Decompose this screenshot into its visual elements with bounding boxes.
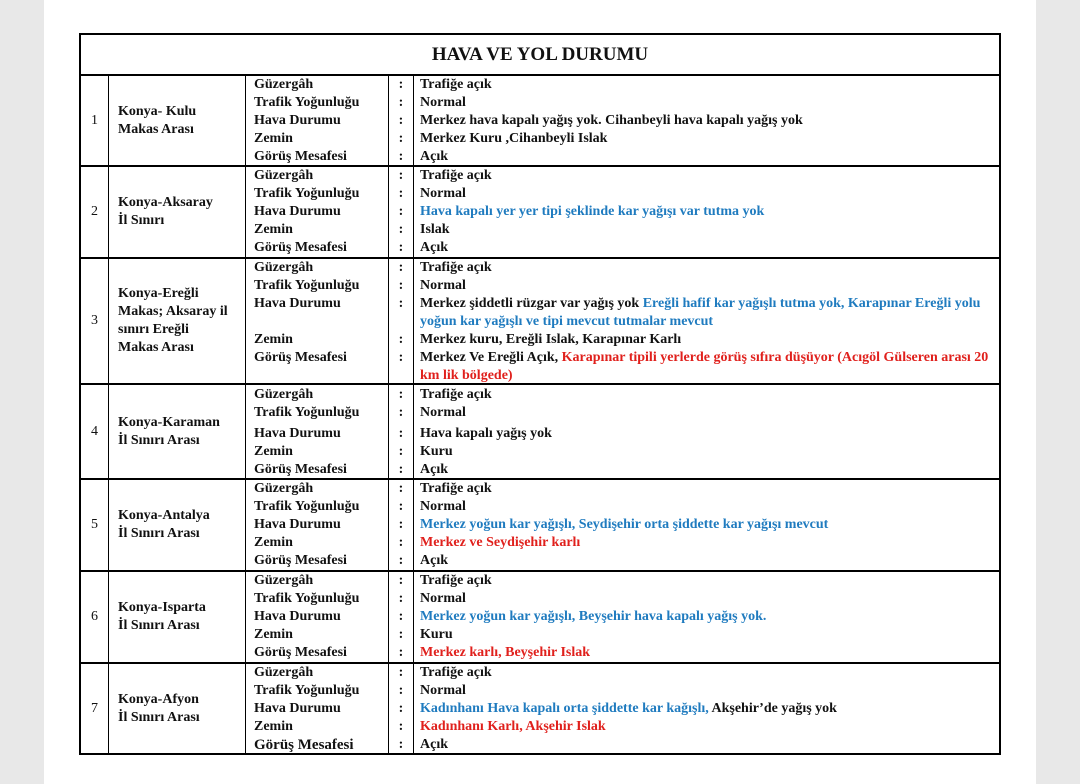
route-name: Konya-Karaman İl Sınırı Arası — [109, 385, 246, 478]
route-name: Konya-Aksaray İl Sınırı — [109, 167, 246, 257]
colon-column: : : : : : — [389, 259, 414, 383]
traffic-status: Normal — [420, 683, 466, 698]
row-number: 6 — [81, 572, 109, 662]
visibility-status: Açık — [420, 240, 448, 255]
weather-status: Kadınhanı Hava kapalı orta şiddette kar kağışlı, Akşehir’de yağış yok — [420, 701, 837, 716]
route-status: Trafiğe açık — [420, 481, 492, 496]
route-name: Konya-Ereğli Makas; Aksaray il sınırı Ereğli Makas Arası — [109, 259, 246, 383]
field-labels: Güzergâh Trafik Yoğunluğu Hava Durumu Zemin Görüş Mesafesi — [246, 76, 389, 165]
field-values — [414, 480, 999, 570]
route-status: Trafiğe açık — [420, 387, 492, 402]
weather-status: Merkez hava kapalı yağış yok. Cihanbeyli hava kapalı yağış yok — [420, 113, 803, 128]
visibility-status: Açık — [420, 462, 448, 477]
traffic-status: Normal — [420, 186, 466, 201]
row-number: 1 — [81, 76, 109, 165]
field-labels: Güzergâh Trafik Yoğunluğu Hava Durumu Zemin Görüş Mesafesi — [246, 167, 389, 257]
ground-status: Merkez kuru, Ereğli Islak, Karapınar Karlı — [420, 332, 682, 347]
colon-column: : : : : : — [389, 572, 414, 662]
field-labels: Güzergâh Trafik Yoğunluğu Hava Durumu Zemin Görüş Mesafesi — [246, 385, 389, 478]
traffic-status: Normal — [420, 591, 466, 606]
table-row-4 — [81, 385, 999, 480]
table-row-7 — [81, 664, 999, 753]
route-status: Trafiğe açık — [420, 573, 492, 588]
weather-status: Hava kapalı yer yer tipi şeklinde kar yağışı var tutma yok — [420, 204, 765, 219]
colon-column: : : : : : — [389, 480, 414, 570]
table-row-3 — [81, 259, 999, 385]
field-labels: Güzergâh Trafik Yoğunluğu Hava Durumu Zemin Görüş Mesafesi — [246, 259, 389, 383]
row-number: 4 — [81, 385, 109, 478]
table-title: HAVA VE YOL DURUMU — [81, 35, 999, 76]
route-status: Trafiğe açık — [420, 77, 492, 92]
weather-status: Hava kapalı yağış yok — [420, 426, 552, 441]
route-status: Trafiğe açık — [420, 665, 492, 680]
row-number: 2 — [81, 167, 109, 257]
colon-column: : : : : : — [389, 76, 414, 165]
table-row-6 — [81, 572, 999, 664]
route-name: Konya- Kulu Makas Arası — [109, 76, 246, 165]
table-row-5 — [81, 480, 999, 572]
field-values — [414, 167, 999, 257]
traffic-status: Normal — [420, 278, 466, 293]
ground-status: Kadınhanı Karlı, Akşehir Islak — [420, 719, 606, 734]
row-number: 3 — [81, 259, 109, 383]
field-labels: Güzergâh Trafik Yoğunluğu Hava Durumu Zemin Görüş Mesafesi — [246, 480, 389, 570]
road-weather-table — [79, 33, 1001, 755]
ground-status: Kuru — [420, 627, 453, 642]
route-name: Konya-Isparta İl Sınırı Arası — [109, 572, 246, 662]
field-values — [414, 259, 999, 383]
visibility-status: Açık — [420, 149, 448, 164]
field-values — [414, 572, 999, 662]
document-page — [44, 0, 1036, 784]
row-number: 7 — [81, 664, 109, 753]
colon-column: : : : : : — [389, 664, 414, 753]
ground-status: Islak — [420, 222, 450, 237]
field-labels: Güzergâh Trafik Yoğunluğu Hava Durumu Zemin Görüş Mesafesi — [246, 572, 389, 662]
row-number: 5 — [81, 480, 109, 570]
table-row-1 — [81, 76, 999, 167]
table-row-2 — [81, 167, 999, 259]
colon-column: : : : : : — [389, 167, 414, 257]
traffic-status: Normal — [420, 499, 466, 514]
field-values — [414, 385, 999, 478]
weather-status: Merkez yoğun kar yağışlı, Seydişehir orta şiddette kar yağışı mevcut — [420, 517, 829, 532]
visibility-status: Açık — [420, 737, 448, 752]
traffic-status: Normal — [420, 95, 466, 110]
ground-status: Merkez Kuru ,Cihanbeyli Islak — [420, 131, 608, 146]
traffic-status: Normal — [420, 405, 466, 420]
route-name: Konya-Antalya İl Sınırı Arası — [109, 480, 246, 570]
field-labels: Güzergâh Trafik Yoğunluğu Hava Durumu Zemin Görüş Mesafesi — [246, 664, 389, 753]
route-status: Trafiğe açık — [420, 168, 492, 183]
route-status: Trafiğe açık — [420, 260, 492, 275]
field-values — [414, 76, 999, 165]
field-values — [414, 664, 999, 753]
colon-column: : : : : : — [389, 385, 414, 478]
ground-status: Kuru — [420, 444, 453, 459]
weather-status: Merkez yoğun kar yağışlı, Beyşehir hava kapalı yağış yok. — [420, 609, 767, 624]
ground-status: Merkez ve Seydişehir karlı — [420, 535, 581, 550]
route-name: Konya-Afyon İl Sınırı Arası — [109, 664, 246, 753]
visibility-status: Merkez karlı, Beyşehir Islak — [420, 645, 591, 660]
visibility-status: Açık — [420, 553, 448, 568]
weather-status: Merkez şiddetli rüzgar var yağış yok Ereğli hafif kar yağışlı tutma yok, Karapınar Ereğli yolu yoğun kar yağışlı ve tipi mevcut tutmalar mevcut — [420, 296, 981, 329]
visibility-status: Merkez Ve Ereğli Açık, Karapınar tipili yerlerde görüş sıfıra düşüyor (Acıgöl Gülseren arası 20 km lik bölgede) — [420, 350, 989, 383]
